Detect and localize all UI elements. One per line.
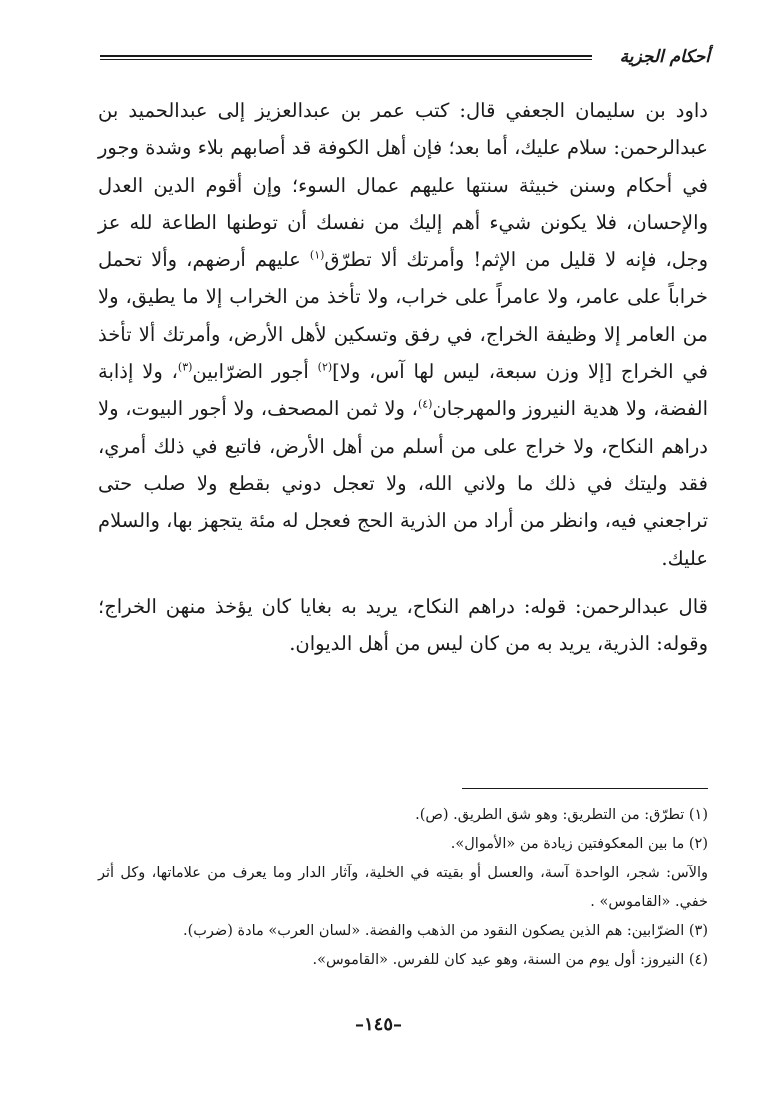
text-run: عليهم أرضهم، وألا تحمل خراباً على عامر، ولا عامراً على خراب، ولا تأخذ من الخراب إلا ما يطيق، ولا من العامر إلا وظيفة الخراج، في رفق وتسكين لأهل الأرض، وأمرتك ألا تأخذ في الخراج [إلا وزن سبعة، ليس لها آس، ولا] bbox=[98, 248, 708, 384]
footnote-3: (٣) الضرّابين: هم الذين يصكون النقود من الذهب والفضة. «لسان العرب» مادة (ضرب). bbox=[183, 923, 708, 939]
footnote-2: (٢) ما بين المعكوفتين زيادة من «الأموال». bbox=[450, 836, 708, 852]
footnote-ref-1[interactable]: (١) bbox=[309, 248, 325, 262]
header-rule bbox=[100, 55, 592, 60]
text-run: ، ولا إذابة الفضة، ولا هدية النيروز والمهرجان bbox=[98, 360, 708, 421]
footnote-4: (٤) النيروز: أول يوم من السنة، وهو عيد كان للفرس. «القاموس». bbox=[312, 952, 708, 968]
header-title: أحكام الجزية bbox=[619, 47, 710, 67]
text-run: داود بن سليمان الجعفي قال: كتب عمر بن عبدالعزيز إلى عبدالحميد بن عبدالرحمن: سلام عليك، أما بعد؛ فإن أهل الكوفة قد أصابهم بلاء وشدة وجور في أحكام وسنن خبيثة سنتها عليهم عمال السوء؛ وإن أقوم الدين العدل والإحسان، فلا يكونن شيء أهم إليك من نفسك أن توطنها الطاعة لله عز وجل، فإنه لا قليل من الإثم! وأمرتك ألا تطرّق bbox=[98, 99, 709, 272]
footnote-ref-3[interactable]: (٣) bbox=[177, 360, 193, 374]
footnote-ref-2[interactable]: (٢) bbox=[317, 360, 333, 374]
page-number: –١٤٥– bbox=[354, 1014, 402, 1035]
text-run: أجور الضرّابين bbox=[192, 360, 318, 384]
footnotes bbox=[98, 801, 708, 975]
footnote-1: (١) تطرّق: من التطريق: وهو شق الطريق. (ص). bbox=[415, 807, 708, 823]
main-text bbox=[98, 92, 708, 662]
running-header bbox=[100, 44, 710, 70]
footnote-ref-4[interactable]: (٤) bbox=[417, 397, 433, 411]
footnote-2-note: والآس: شجر، الواحدة آسة، والعسل أو بقيته في الخلية، وآثار الدار وما يعرف من علاماتها، وكل أثر خفي. «القاموس» . bbox=[98, 865, 708, 910]
paragraph-commentary: قال عبدالرحمن: قوله: دراهم النكاح، يريد به بغايا كان يؤخذ منهن الخراج؛ وقوله: الذرية، يريد به من كان ليس من أهل الديوان. bbox=[98, 594, 708, 656]
text-run: ، ولا ثمن المصحف، ولا أجور البيوت، ولا دراهم النكاح، ولا خراج على من أسلم من أهل الأرض، فاتبع في ذلك أمري، فقد وليتك في ذلك ما ولاني الله، ولا تعجل دوني بقطع ولا صلب حتى تراجعني فيه، وانظر من أراد من الذرية الحج فعجل له مئة يتجهز بها، والسلام عليك. bbox=[98, 397, 708, 570]
paragraph-letter bbox=[98, 92, 708, 577]
footnote-separator bbox=[462, 788, 708, 789]
